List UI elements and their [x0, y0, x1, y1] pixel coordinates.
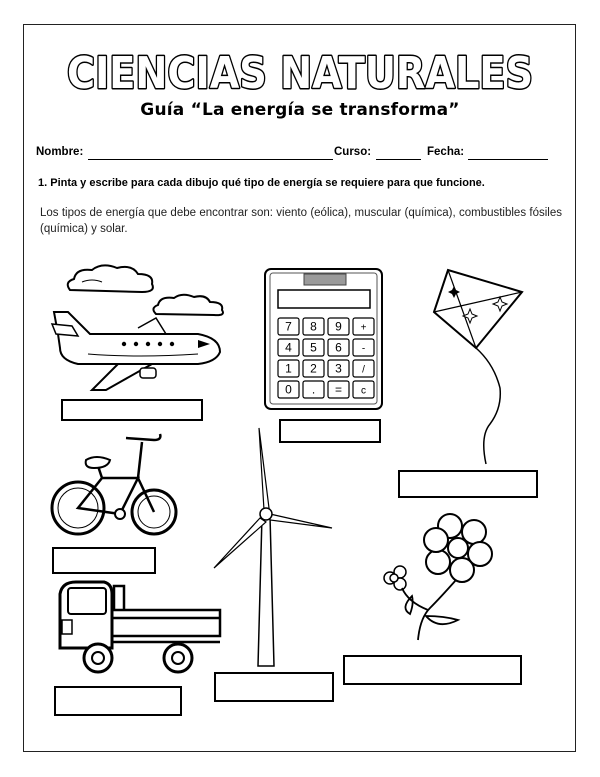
- name-label: Nombre:: [36, 146, 84, 158]
- calculator-key-label: 7: [285, 319, 292, 334]
- calculator-key-label: 2: [310, 361, 317, 376]
- calculator-display: [278, 290, 370, 308]
- calculator-key-label: .: [311, 382, 316, 397]
- answer-box-flower[interactable]: [343, 655, 522, 685]
- flower-drawing: [378, 512, 513, 642]
- course-blank[interactable]: [376, 159, 421, 160]
- calculator-key-label: 3: [335, 361, 342, 376]
- name-blank[interactable]: [88, 159, 333, 160]
- calculator-key-label: 6: [335, 340, 342, 355]
- answer-box-airplane[interactable]: [61, 399, 203, 421]
- answer-box-kite[interactable]: [398, 470, 538, 498]
- calculator-key-label: 1: [285, 361, 292, 376]
- calculator-key-label: 9: [335, 319, 342, 334]
- cloud-drawing: [62, 262, 162, 296]
- calculator-key-label: 5: [310, 340, 317, 355]
- course-label: Curso:: [334, 146, 372, 158]
- date-label: Fecha:: [427, 146, 465, 158]
- calculator-key-label: c: [361, 385, 366, 397]
- date-blank[interactable]: [468, 159, 548, 160]
- wind-turbine-drawing: [212, 428, 337, 668]
- calculator-key-label: 4: [285, 340, 292, 355]
- calculator-key-label: /: [362, 364, 365, 376]
- calculator-key-label: -: [361, 343, 366, 355]
- svg-text:CIENCIAS NATURALES: CIENCIAS NATURALES: [67, 48, 533, 99]
- instruction-text: 1. Pinta y escribe para cada dibujo qué tipo de energía se requiere para que funcione.: [38, 177, 485, 189]
- answer-box-truck[interactable]: [54, 686, 182, 716]
- calculator-key-label: 0: [285, 382, 292, 397]
- calculator-key-label: =: [334, 382, 343, 397]
- energy-types-paragraph: Los tipos de energía que debe encontrar son: viento (eólica), muscular (química), combustibles fósiles (química) y solar.: [40, 207, 562, 235]
- kite-drawing: [430, 268, 530, 468]
- truck-drawing: [52, 578, 222, 678]
- bicycle-drawing: [50, 428, 180, 548]
- calculator-drawing: [264, 268, 383, 410]
- answer-box-bicycle[interactable]: [52, 547, 156, 574]
- calculator-key-label: +: [360, 322, 367, 334]
- student-info-line: [36, 146, 566, 164]
- worksheet-subtitle: Guía “La energía se transforma”: [140, 100, 460, 120]
- worksheet-title: [60, 40, 540, 102]
- solar-panel: [304, 274, 346, 285]
- answer-box-wind-turbine[interactable]: [214, 672, 334, 702]
- airplane-drawing: [48, 308, 223, 393]
- calculator-key-label: 8: [310, 319, 317, 334]
